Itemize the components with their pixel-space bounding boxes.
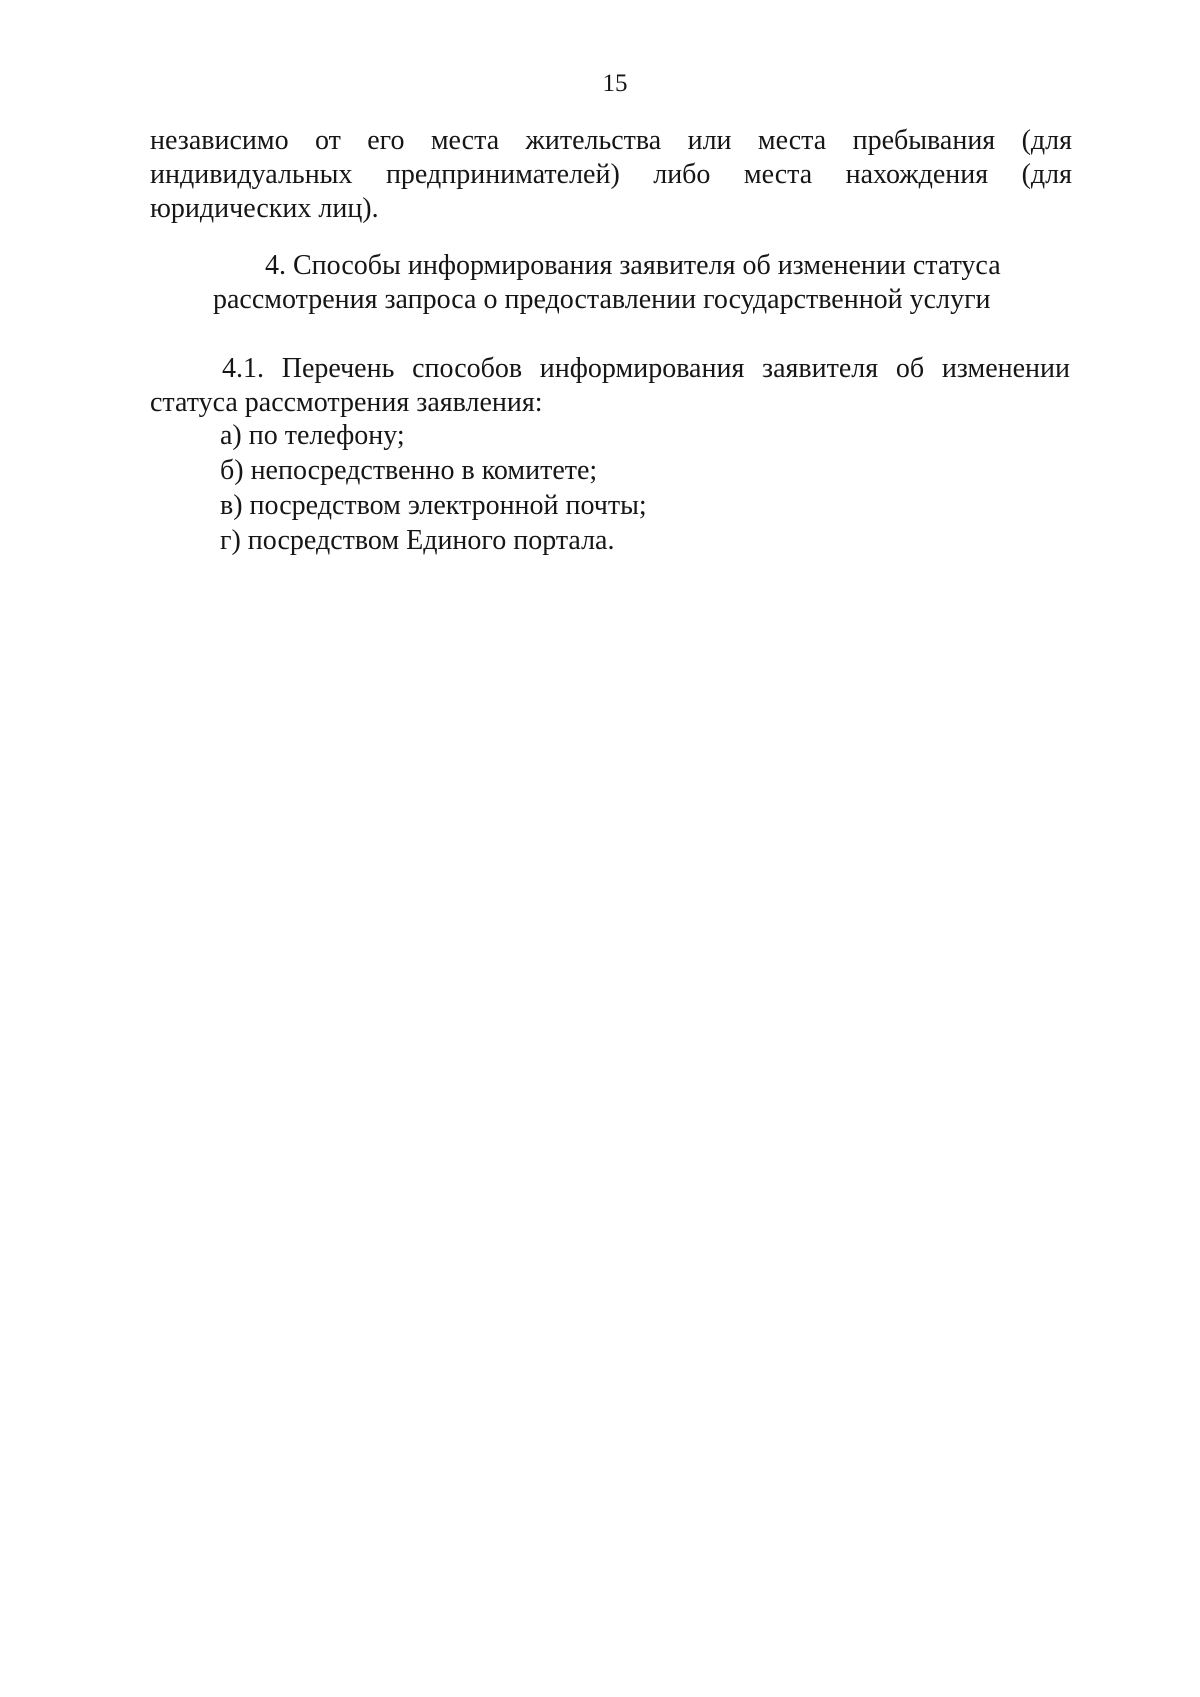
list-item: в) посредством электронной почты;	[220, 490, 647, 521]
paragraph-line: независимо от его места жительства или места пребывания (для	[150, 125, 1072, 156]
subsection-paragraph	[150, 352, 1070, 420]
list-item: б) непосредственно в комитете;	[220, 455, 598, 486]
paragraph-line: юридических лиц).	[150, 193, 379, 224]
section-heading	[200, 249, 1040, 317]
paragraph-line: индивидуальных предпринимателей) либо места нахождения (для	[150, 159, 1072, 190]
section-heading-line: 4. Способы информирования заявителя об изменении статуса	[265, 250, 1001, 281]
list-item: г) посредством Единого портала.	[220, 525, 615, 556]
subsection-line: 4.1. Перечень способов информирования заявителя об изменении	[222, 353, 1070, 384]
section-heading-line: рассмотрения запроса о предоставлении государственной услуги	[213, 284, 991, 315]
list-item: а) по телефону;	[220, 420, 405, 451]
paragraph-continuation	[150, 124, 1072, 226]
subsection-line: статуса рассмотрения заявления:	[150, 387, 543, 418]
methods-list	[220, 418, 647, 558]
page-number: 15	[602, 70, 628, 97]
